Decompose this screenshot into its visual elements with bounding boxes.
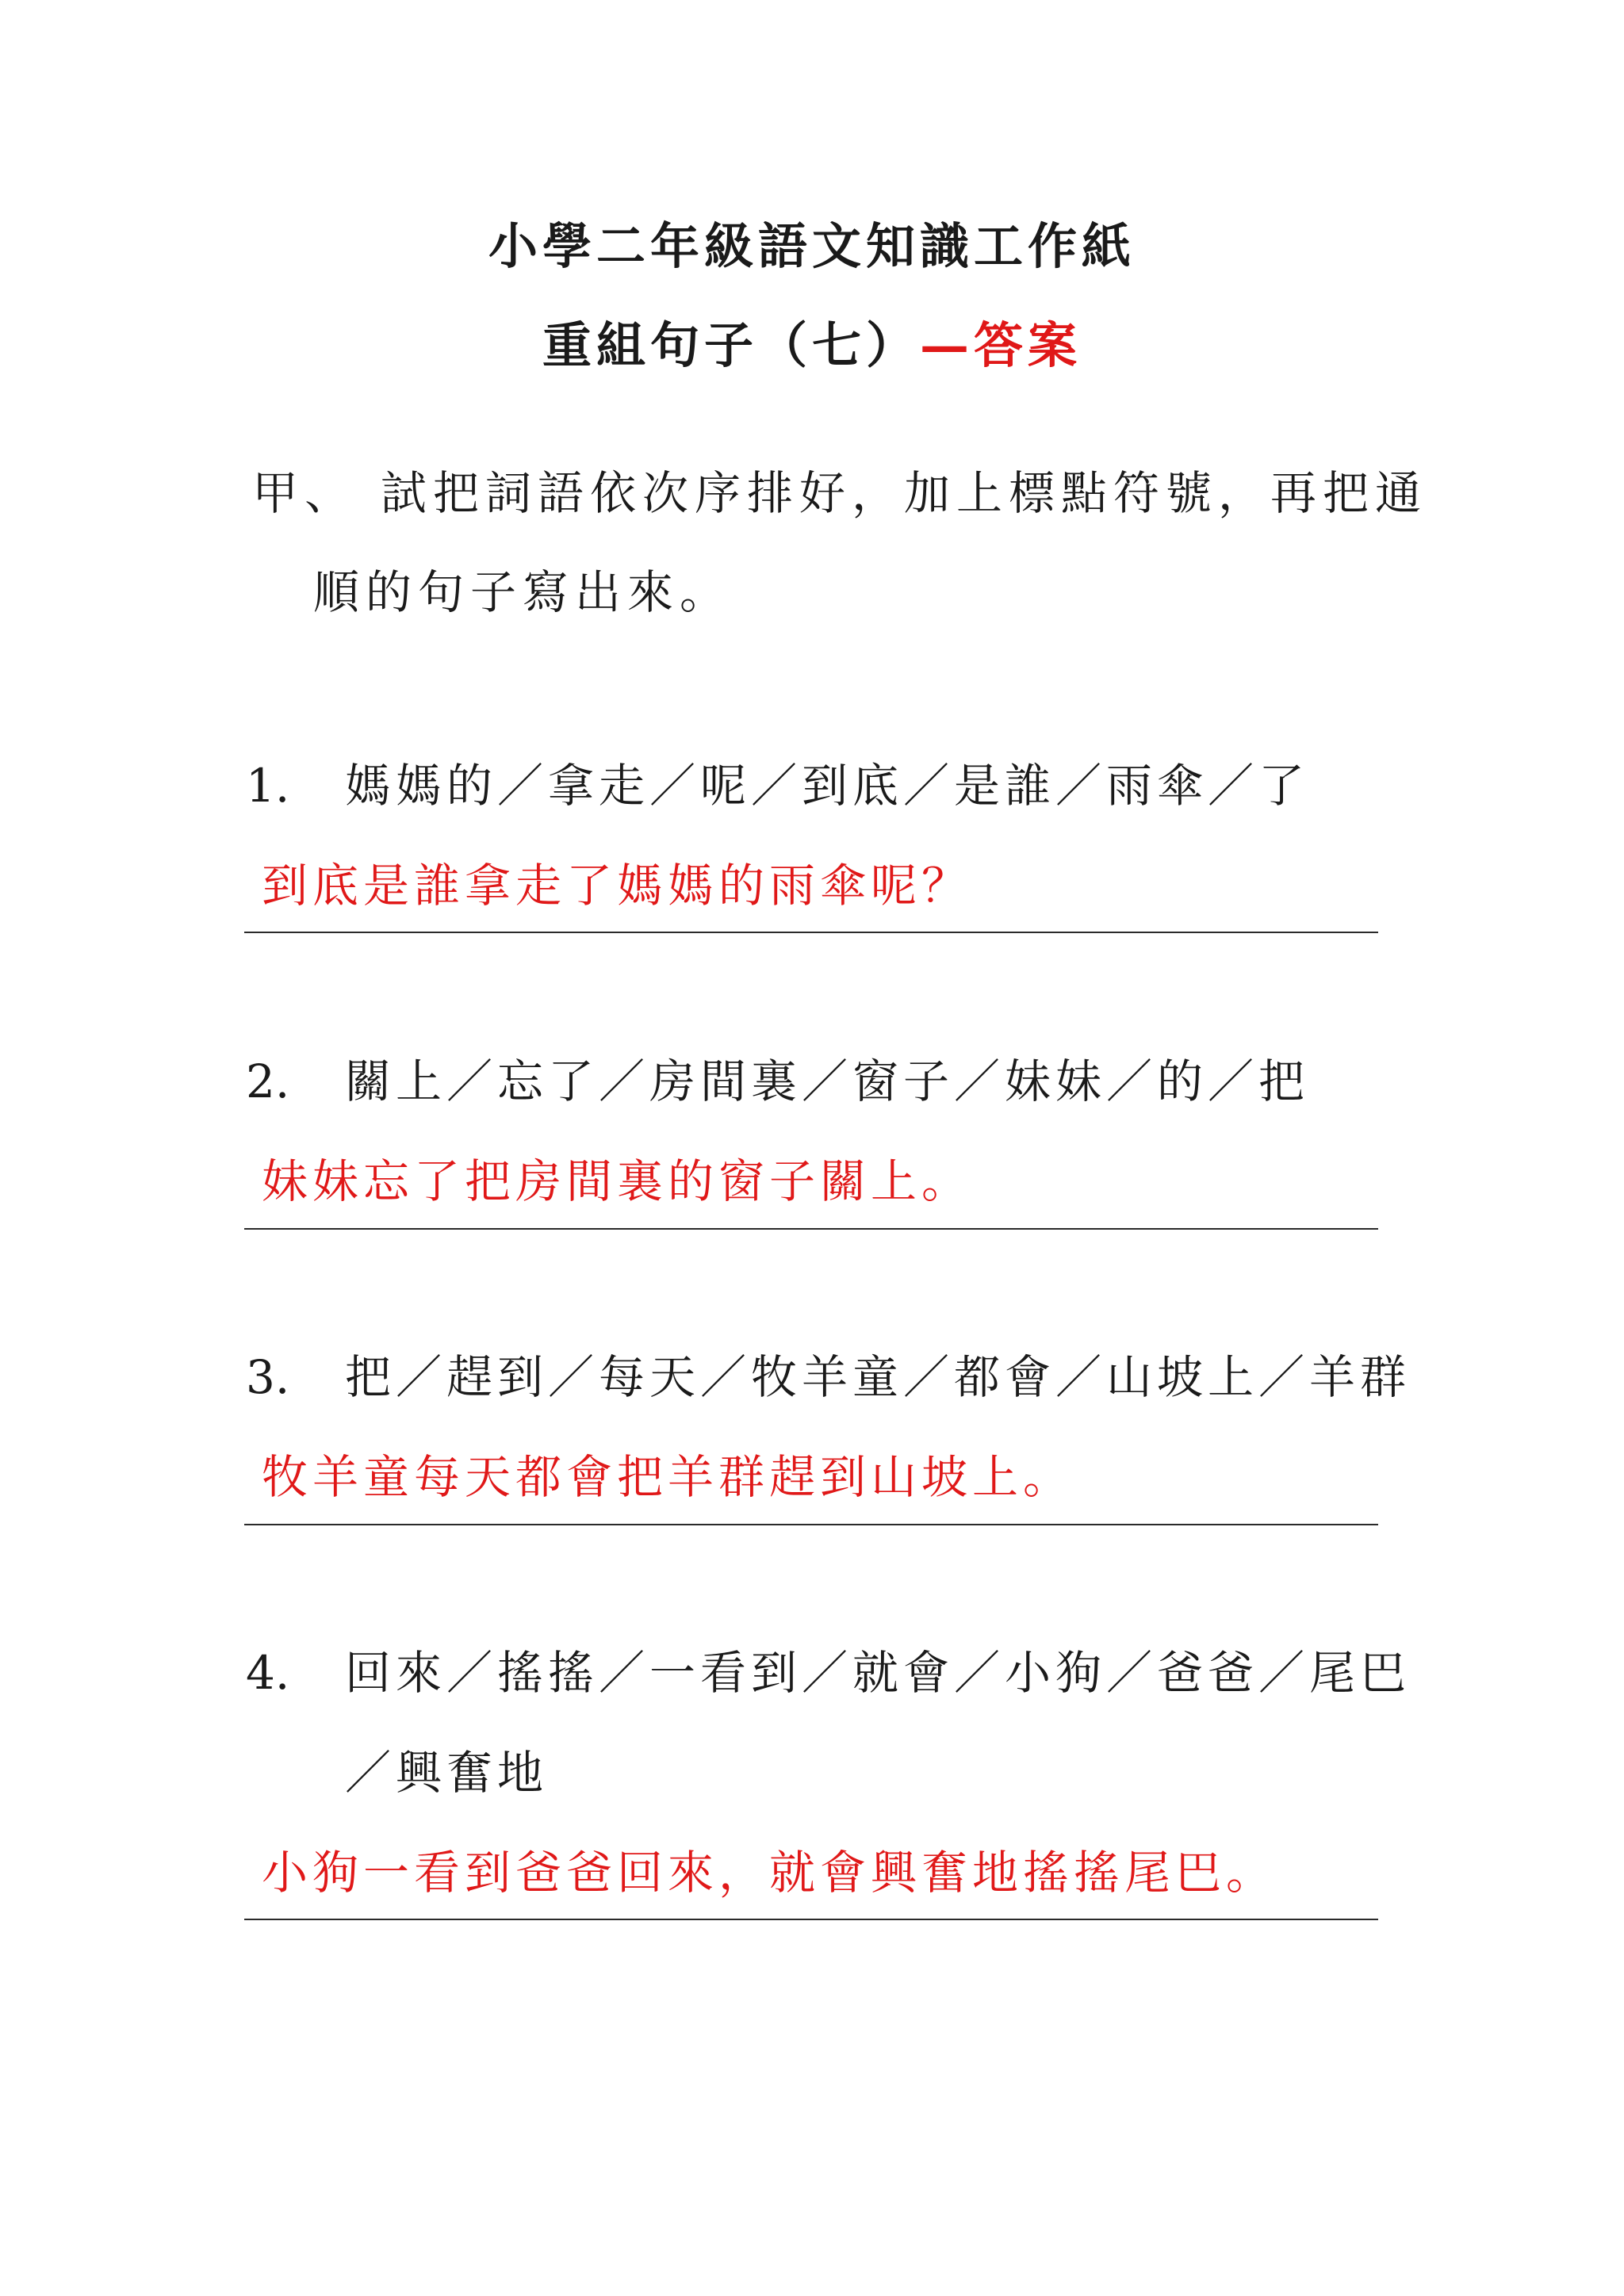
question-words: 關上／忘了／房間裏／窗子／妹妹／的／把: [345, 1054, 1310, 1108]
question-words: 把／趕到／每天／牧羊童／都會／山坡上／羊群: [345, 1350, 1411, 1404]
question-words: 媽媽的／拿走／呢／到底／是誰／雨傘／了: [345, 759, 1310, 813]
question-words-continued: ／興奮地: [345, 1746, 549, 1800]
question-number: 3.: [246, 1350, 290, 1404]
page-title: 小學二年級語文知識工作紙: [488, 217, 1136, 275]
answer-tag: —答案: [920, 316, 1082, 374]
page-subtitle: [0, 316, 1624, 374]
answer-text: 牧羊童每天都會把羊群趕到山坡上。: [262, 1450, 1074, 1504]
answer-text: 妹妹忘了把房間裏的窗子關上。: [262, 1154, 973, 1208]
answer-line: [244, 932, 1378, 933]
answer-line: [244, 1919, 1378, 1920]
instruction-line-1: 試把詞語依次序排好，加上標點符號，再把通: [381, 466, 1428, 520]
subtitle-main: 重組句子（七）: [542, 316, 920, 374]
answer-text: 到底是誰拿走了媽媽的雨傘呢？: [262, 859, 973, 913]
question-words: 回來／搖搖／一看到／就會／小狗／爸爸／尾巴: [345, 1646, 1411, 1700]
instruction-line-2: 順的句子寫出來。: [313, 565, 733, 619]
question-number: 1.: [246, 759, 290, 813]
answer-line: [244, 1228, 1378, 1230]
answer-text: 小狗一看到爸爸回來，就會興奮地搖搖尾巴。: [262, 1846, 1277, 1900]
section-marker: 甲、: [252, 466, 358, 520]
answer-line: [244, 1524, 1378, 1525]
question-number: 4.: [246, 1646, 290, 1700]
question-number: 2.: [246, 1054, 290, 1108]
